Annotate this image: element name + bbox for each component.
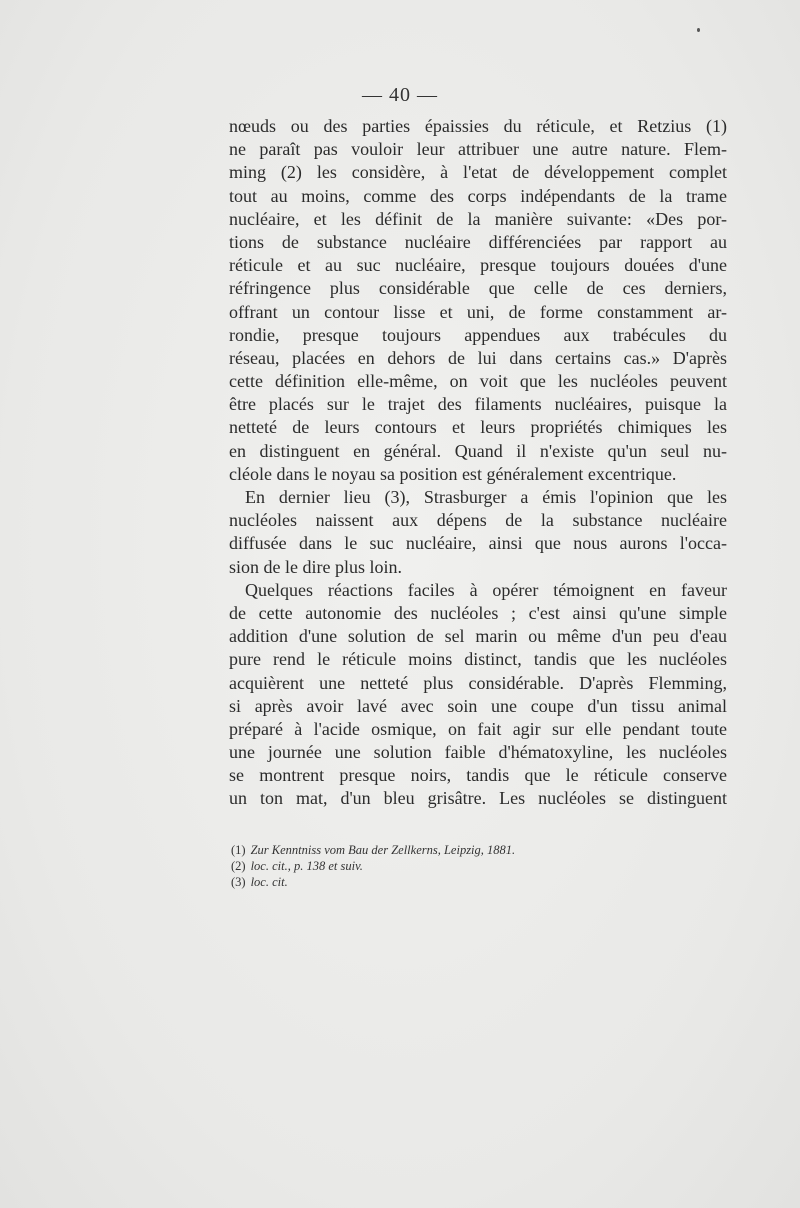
paragraph-start-line: En dernier lieu (3), Strasburger a émis l'opinion que les — [245, 487, 727, 507]
text-line: nucléaire, et les définit de la manière suivante: «Des por- — [229, 208, 727, 229]
text-line: ming (2) les considère, à l'etat de développement complet — [229, 162, 727, 183]
paper-speck — [697, 28, 700, 32]
page-number: — 40 — — [362, 84, 438, 106]
footnote-mark: (1) — [231, 843, 246, 857]
text-line: rondie, presque toujours appendues aux trabécules du — [229, 324, 727, 345]
text-line: cléole dans le noyau sa position est généralement excentrique. — [229, 463, 677, 484]
text-line: réseau, placées en dehors de lui dans certains cas.» D'après — [229, 347, 727, 368]
footnote-text: loc. cit., p. 138 et suiv. — [250, 859, 363, 873]
text-line: de cette autonomie des nucléoles ; c'est ainsi qu'une simple — [229, 602, 727, 623]
footnote — [231, 858, 651, 874]
text-line: nœuds ou des parties épaissies du réticule, et Retzius (1) — [229, 116, 727, 136]
footnote — [231, 842, 651, 858]
text-line: se montrent presque noirs, tandis que le réticule conserve — [229, 765, 727, 786]
text-line: tout au moins, comme des corps indépendants de la trame — [229, 185, 727, 206]
text-line: si après avoir lavé avec soin une coupe d'un tissu animal — [229, 695, 727, 716]
text-line: préparé à l'acide osmique, on fait agir sur elle pendant toute — [229, 718, 727, 739]
body-text — [229, 115, 727, 811]
text-line: un ton mat, d'un bleu grisâtre. Les nucléoles se distinguent — [229, 788, 727, 809]
text-line: une journée une solution faible d'hématoxyline, les nucléoles — [229, 742, 727, 763]
text-line: acquièrent une netteté plus considérable. D'après Flemming, — [229, 672, 727, 693]
text-line: nucléoles naissent aux dépens de la substance nucléaire — [229, 510, 727, 531]
footnote-text: Zur Kenntniss vom Bau der Zellkerns, Leipzig, 1881. — [250, 843, 516, 857]
text-line: tions de substance nucléaire différenciées par rapport au — [229, 231, 727, 252]
paragraph-start-line: Quelques réactions faciles à opérer témoignent en faveur — [245, 579, 727, 600]
text-line: cette définition elle-même, on voit que les nucléoles peuvent — [229, 371, 727, 392]
text-line: être placés sur le trajet des filaments nucléaires, puisque la — [229, 394, 727, 415]
text-line: diffusée dans le suc nucléaire, ainsi que nous aurons l'occa- — [229, 533, 727, 554]
footnote-mark: (2) — [231, 859, 246, 873]
text-line: en distinguent en général. Quand il n'existe qu'un seul nu- — [229, 440, 727, 461]
text-line: addition d'une solution de sel marin ou même d'un peu d'eau — [229, 626, 727, 647]
footnote-mark: (3) — [231, 875, 246, 889]
text-line: offrant un contour lisse et uni, de forme constamment ar- — [229, 301, 727, 322]
footnote-text: loc. cit. — [250, 875, 288, 889]
text-line: ne paraît pas vouloir leur attribuer une autre nature. Flem- — [229, 139, 727, 160]
text-line: réfringence plus considérable que celle de ces derniers, — [229, 278, 727, 299]
footnotes — [231, 842, 651, 890]
text-line: pure rend le réticule moins distinct, tandis que les nucléoles — [229, 649, 727, 670]
text-line: réticule et au suc nucléaire, presque toujours douées d'une — [229, 255, 727, 276]
text-line: netteté de leurs contours et leurs propriétés chimiques les — [229, 417, 727, 438]
footnote — [231, 874, 651, 890]
text-line: sion de le dire plus loin. — [229, 556, 402, 577]
